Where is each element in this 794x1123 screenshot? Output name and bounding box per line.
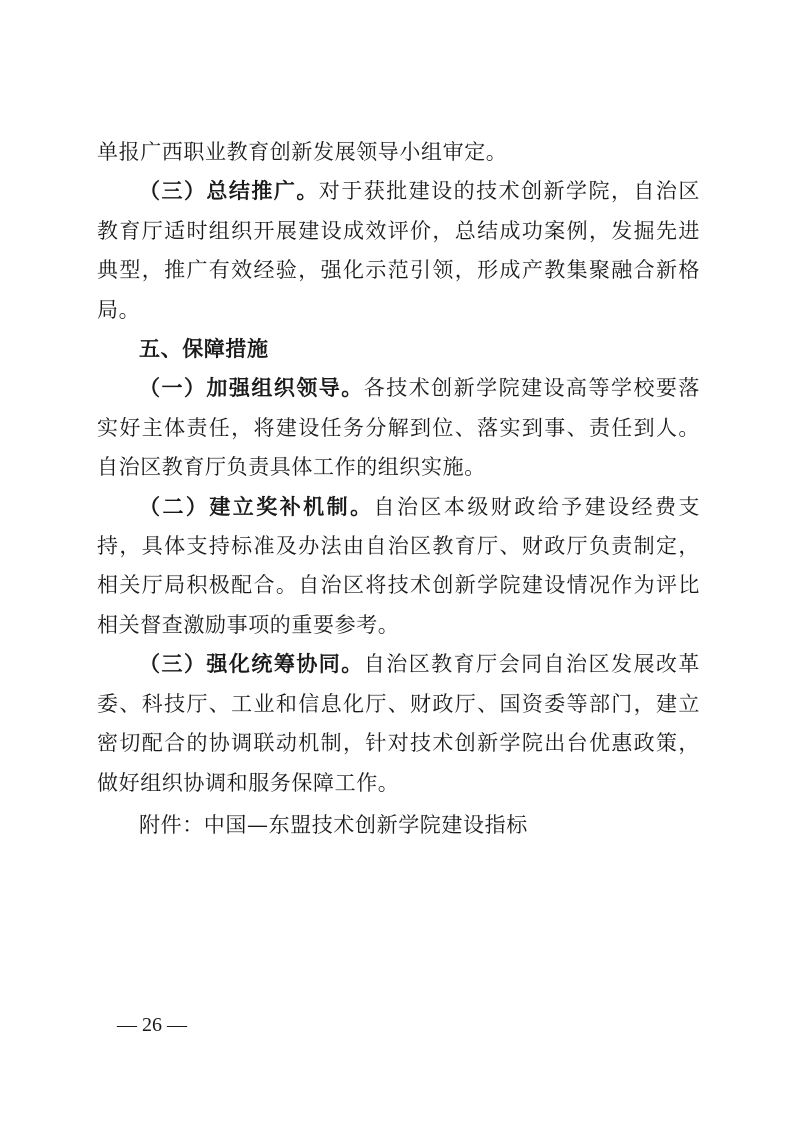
paragraph-lead: （三）强化统筹协同。 [139,652,364,677]
paragraph-organization [97,369,700,487]
paragraph-incentive [97,488,700,646]
paragraph-body: 对于获批建设的技术创新学院，自治区教育厅适时组织开展建设成效评价，总结成功案例，发掘先进典型，推广有效经验，强化示范引领，形成产教集聚融合新格局。 [97,179,700,322]
paragraph-body: 自治区本级财政给予建设经费支持，具体支持标准及办法由自治区教育厅、财政厅负责制定，相关厅局积极配合。自治区将技术创新学院建设情况作为评比相关督查激励事项的重要参考。 [97,494,701,637]
attachment-line: 附件：中国—东盟技术创新学院建设指标 [139,813,528,837]
paragraph-coordination [97,645,700,803]
paragraph-summary-promotion [97,172,700,330]
body-text [97,133,700,803]
paragraph-lead: （二）建立奖补机制。 [139,494,374,519]
page-number: — 26 — [117,1014,187,1036]
paragraph-lead: （一）加强组织领导。 [139,376,364,401]
paragraph-body: 自治区教育厅会同自治区发展改革委、科技厅、工业和信息化厅、财政厅、国资委等部门，建立密切配合的协调联动机制，针对技术创新学院出台优惠政策，做好组织协调和服务保障工作。 [97,652,700,795]
paragraph-1: 单报广西职业教育创新发展领导小组审定。 [97,140,508,164]
section-heading: 五、保障措施 [139,337,269,362]
paragraph-lead: （三）总结推广。 [139,179,319,204]
paragraph-body: 各技术创新学院建设高等学校要落实好主体责任，将建设任务分解到位、落实到事、责任到人。自治区教育厅负责具体工作的组织实施。 [97,376,700,480]
